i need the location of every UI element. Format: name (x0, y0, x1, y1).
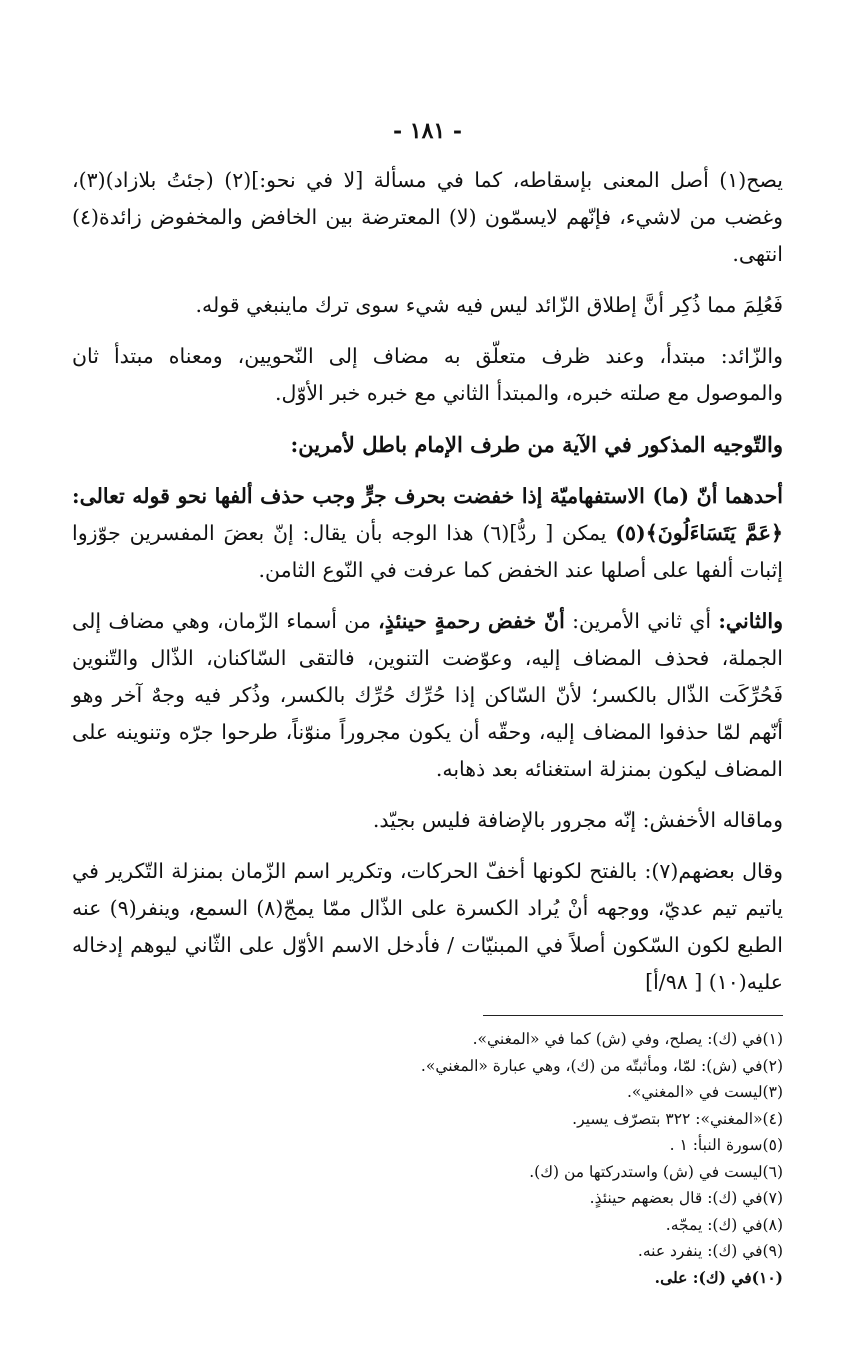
paragraph-5-mid: أي ثاني الأمرين: (564, 609, 719, 633)
paragraph-1: يصح(١) أصل المعنى بإسقاطه، كما في مسألة [لا في نحو:](٢) (جئتُ بلازاد)(٣)، وغضب من لاشيء، فإنّهم لايسمّون (لا) المعترضة بين الخافض والمخفوض زائدة(٤) انتهى. (72, 168, 783, 266)
section-heading: والتّوجيه المذكور في الآية من طرف الإمام باطل لأمرين: (290, 432, 783, 457)
footnote: (٤)«المغني»: ٣٢٢ بتصرّف يسير. (572, 1109, 783, 1128)
paragraph-7: وقال بعضهم(٧): بالفتح لكونها أخفّ الحركات، وتكرير اسم الزّمان بمنزلة التّكرير في ياتيم تيم عديّ، ووجهه أنْ يُراد الكسرة على الذّال ممّا يمجّ(٨) السمع، وينفر(٩) عنه الطبع لكون السّكون أصلاً في المبنيّات / فأدخل الاسم الأوّل على الثّاني ليوهم إدخاله عليه(١٠) [ ٩٨/أ] (72, 859, 783, 994)
footnotes-list (72, 1026, 783, 1291)
paragraph-5-lead: والثاني: (718, 609, 783, 633)
footnote: (٣)ليست في «المغني». (626, 1083, 783, 1101)
paragraph-2: فَعُلِمَ مما ذُكِر أنَّ إطلاق الزّائد ليس فيه شيء سوى ترك ماينبغي قوله. (195, 293, 783, 317)
paragraph-4-lead: أحدهما أنّ (ما) الاستفهاميّة إذا خفضت بحرف جرٍّ وجب حذف ألفها نحو قوله تعالى: (72, 484, 783, 508)
paragraph-3: والزّائد: مبتدأ، وعند ظرف متعلّق به مضاف إلى النّحويين، ومعناه مبتدأ ثان والموصول مع صلته خبره، والمبتدأ الثاني مع خبره خبر الأوّل. (72, 344, 783, 405)
paragraph-5 (72, 603, 783, 788)
paragraph-5-bold: أنّ خفض رحمةٍ حينئذٍ، (378, 609, 565, 633)
paragraph-4-rest: يمكن [ ردُّ](٦) هذا الوجه بأن يقال: إنّ بعضَ المفسرين جوّزوا إثبات ألفها على أصلها عند الخفض كما عرفت في النّوع الثامن. (72, 521, 783, 582)
footnote: (١)في (ك): يصلح، وفي (ش) كما في «المغني». (472, 1030, 783, 1048)
quran-verse: ﴿عَمَّ يَتَسَاءَلُونَ﴾(٥) (615, 521, 783, 545)
paragraph-5-rest: من أسماء الزّمان، وهي مضاف إلى الجملة، فحذف المضاف إليه، وعوّضت التنوين، فالتقى السّاكنان، الذّال والتّنوين فَحُرِّكَت الذّال بالكسر؛ لأنّ السّاكن إذا حُرِّك حُرِّك بالكسر، وذُكر فيه وجهٌ آخر وهو أنّهم لمّا حذفوا المضاف إليه، وحقّه أن يكون مجروراً منوّناً، طرحوا جرّه وتنوينه على المضاف ليكون بمنزلة استغنائه بعد ذهابه. (72, 609, 783, 781)
footnote: (٢)في (ش): لمّا، ومأثبتّه من (ك)، وهي عبارة «المغني». (420, 1056, 783, 1075)
footnote: (٦)ليست في (ش) واستدركتها من (ك). (529, 1162, 783, 1181)
footnote: (٥)سورة النبأ: ١ . (669, 1136, 783, 1154)
paragraph-4 (72, 478, 783, 589)
footnote: (٧)في (ك): قال بعضهم حينئذٍ. (589, 1189, 783, 1207)
footnote: (١٠)في (ك): على. (654, 1267, 783, 1287)
footnote-separator (483, 1015, 783, 1016)
footnote: (٩)في (ك): ينفرد عنه. (637, 1242, 783, 1260)
footnote: (٨)في (ك): يمجّه. (665, 1215, 783, 1234)
paragraph-6: وماقاله الأخفش: إنّه مجرور بالإضافة فليس بجيّد. (372, 808, 783, 832)
page-number: - ١٨١ - (392, 118, 463, 144)
